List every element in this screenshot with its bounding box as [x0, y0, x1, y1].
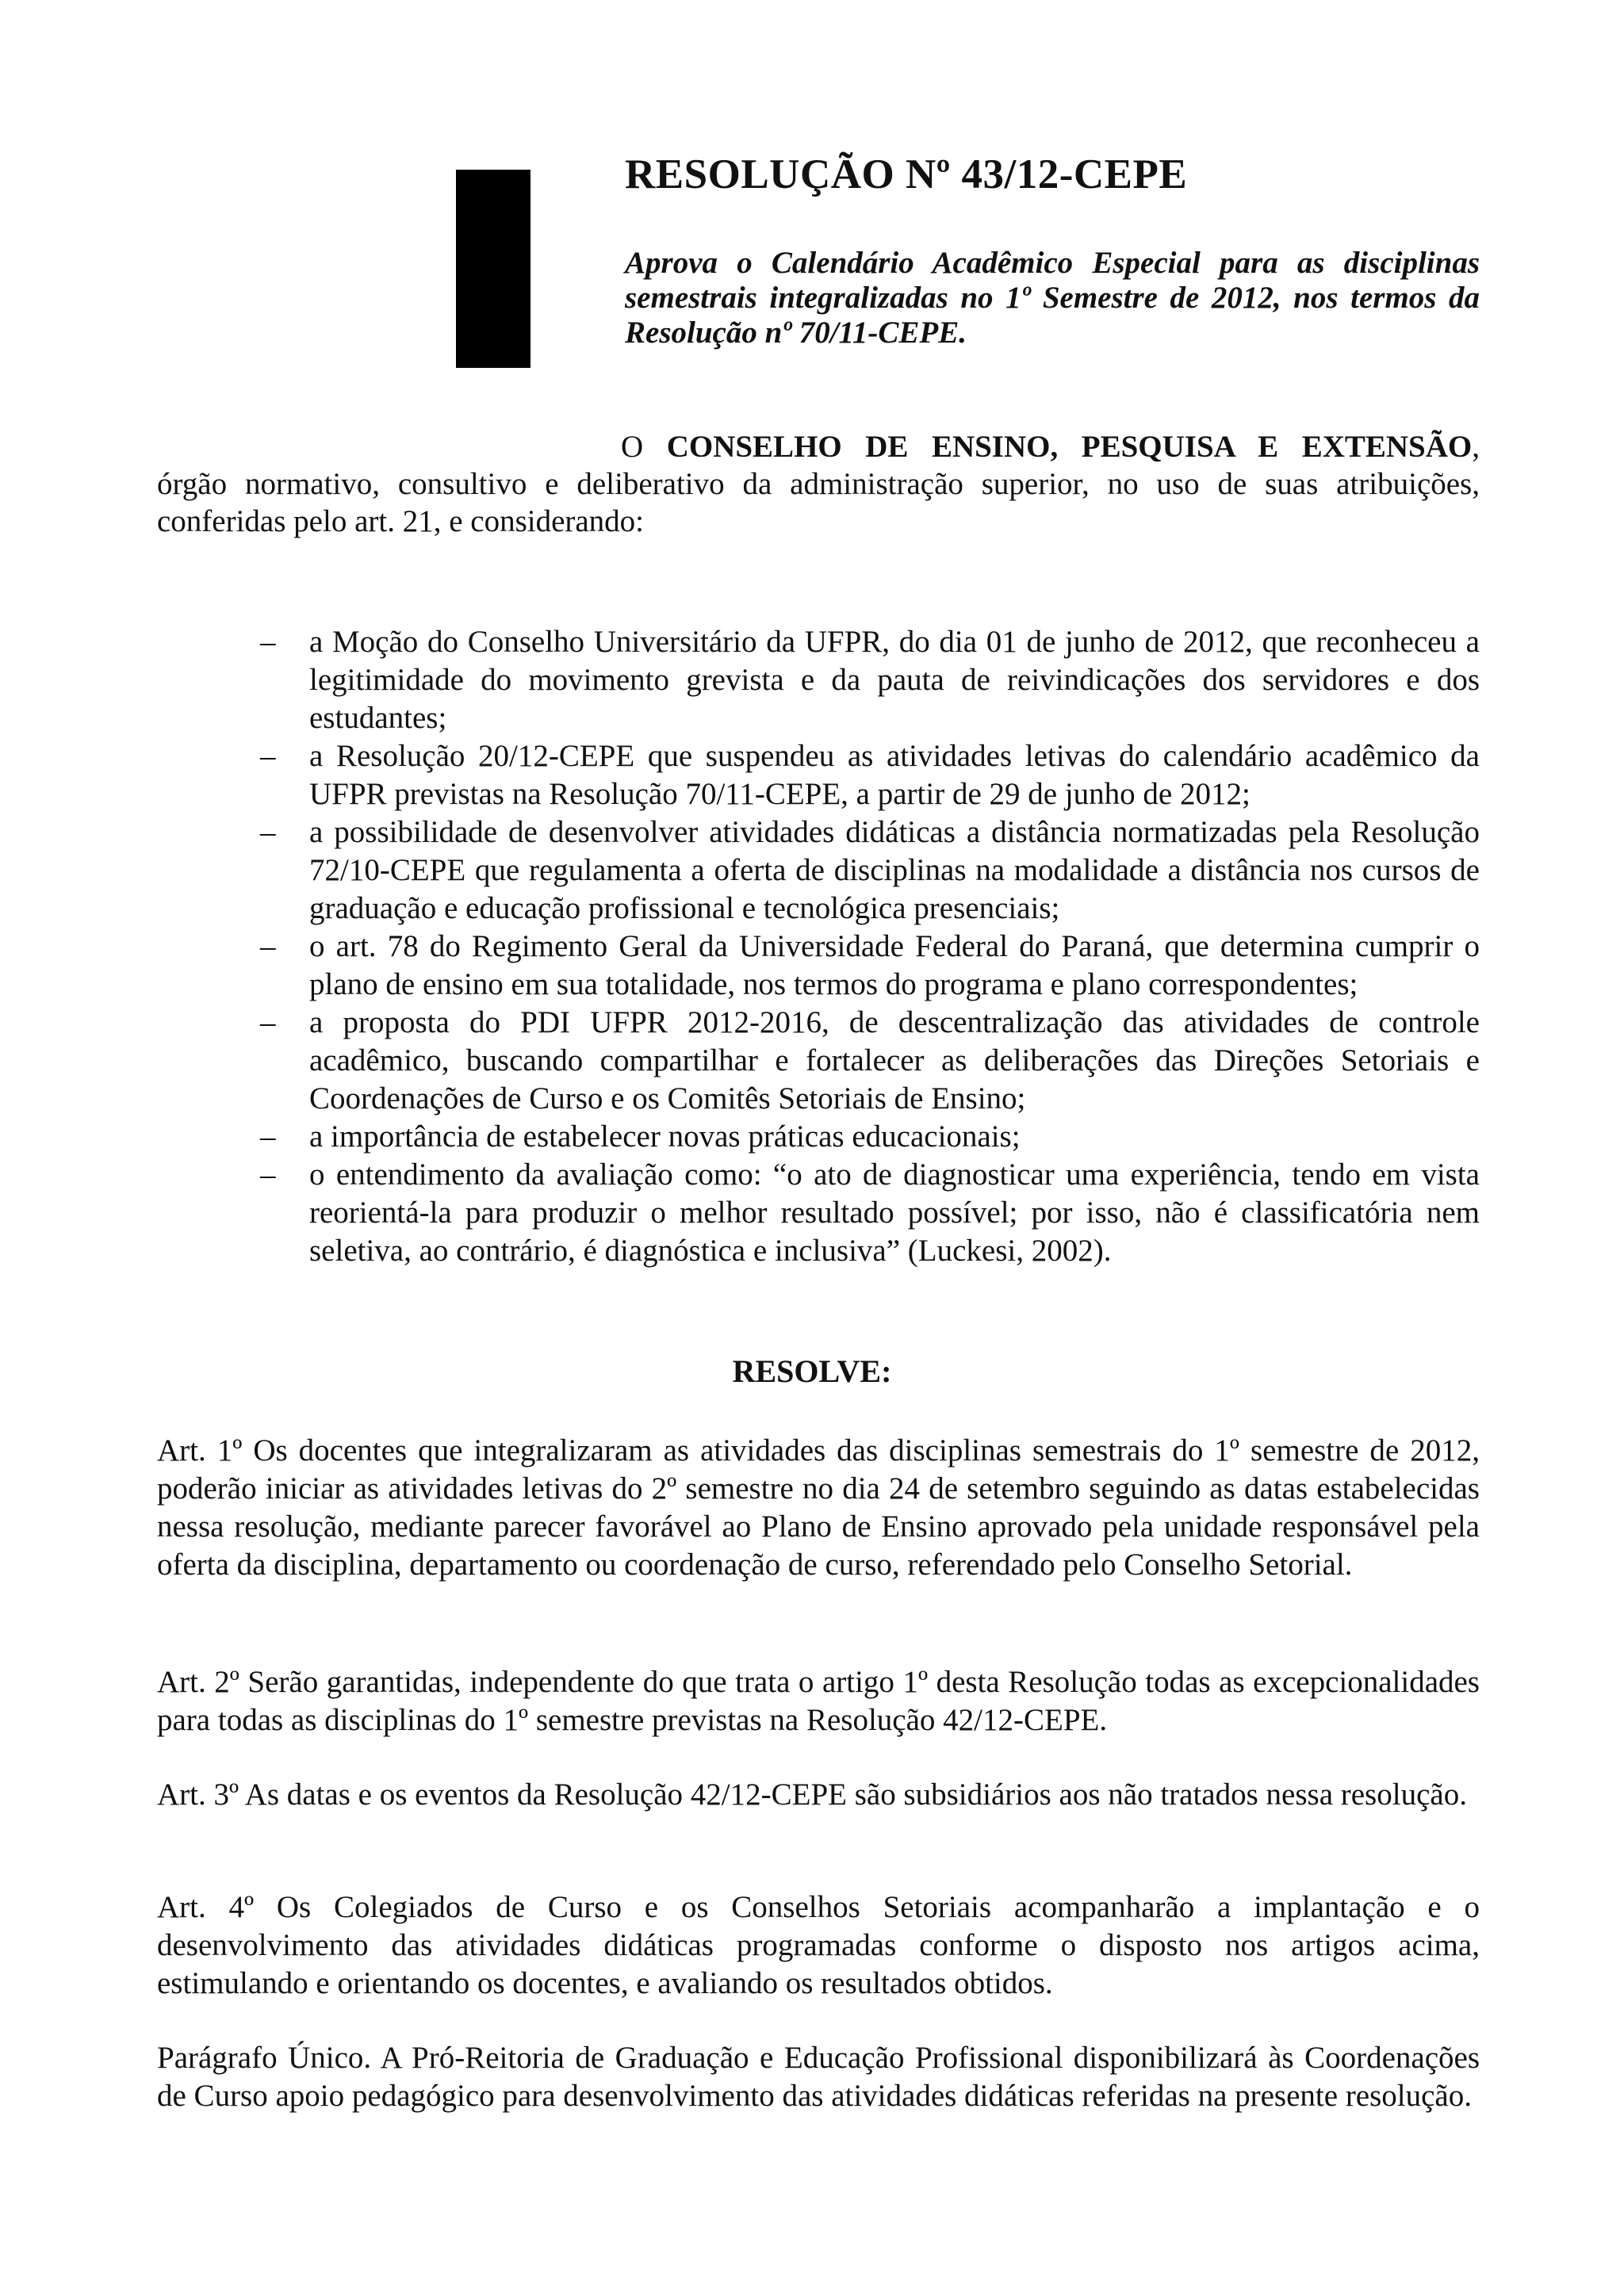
- preamble: [157, 428, 1480, 540]
- article-3: Art. 3º As datas e os eventos da Resolução 42/12-CEPE são subsidiários aos não tratados nessa resolução.: [157, 1777, 1467, 1812]
- preamble-first-line: [157, 428, 1480, 465]
- consideration-item: – a proposta do PDI UFPR 2012-2016, de descentralização das atividades de controle acadêmico, buscando compartilhar e fortalecer as deliberações das Direções Setoriais e Coordenações de Curso e os Comitês Setoriais de Ensino;: [260, 1005, 1480, 1115]
- consideration-item: – a possibilidade de desenvolver atividades didáticas a distância normatizadas pela Resolução 72/10-CEPE que regulamenta a oferta de disciplinas na modalidade a distância nos cursos de graduação e educação profissional e tecnológica presenciais;: [260, 815, 1480, 925]
- resolve-heading: RESOLVE:: [732, 1353, 892, 1389]
- dash-bullet: –: [260, 625, 276, 659]
- article-4: Art. 4º Os Colegiados de Curso e os Conselhos Setoriais acompanharão a implantação e o desenvolvimento das atividades didáticas programadas conforme o disposto nos artigos acima, estimulando e orientando os docentes, e avaliando os resultados obtidos.: [157, 1890, 1480, 2000]
- dash-bullet: –: [260, 1119, 276, 1154]
- black-bar-mark: [456, 170, 530, 368]
- consideration-item: – o art. 78 do Regimento Geral da Universidade Federal do Paraná, que determina cumprir o plano de ensino em sua totalidade, nos termos do programa e plano correspondentes;: [260, 929, 1480, 1001]
- consideration-item: – a Resolução 20/12-CEPE que suspendeu as atividades letivas do calendário acadêmico da UFPR previstas na Resolução 70/11-CEPE, a partir de 29 de junho de 2012;: [260, 739, 1480, 811]
- consideration-item: – o entendimento da avaliação como: “o ato de diagnosticar uma experiência, tendo em vista reorientá-la para produzir o melhor resultado possível; por isso, não é classificatória nem seletiva, ao contrário, é diagnóstica e inclusiva” (Luckesi, 2002).: [260, 1158, 1480, 1268]
- resolution-summary: Aprova o Calendário Acadêmico Especial para as disciplinas semestrais integralizadas no 1º Semestre de 2012, nos termos da Resolução nº 70/11-CEPE.: [625, 246, 1480, 350]
- preamble-comma: ,: [1472, 430, 1480, 464]
- article-2: Art. 2º Serão garantidas, independente do que trata o artigo 1º desta Resolução todas as excepcionalidades para todas as disciplinas do 1º semestre previstas na Resolução 42/12-CEPE.: [157, 1665, 1480, 1737]
- dash-bullet: –: [260, 1158, 276, 1192]
- resolution-title: RESOLUÇÃO Nº 43/12-CEPE: [625, 151, 1188, 197]
- dash-bullet: –: [260, 815, 276, 849]
- sole-paragraph: Parágrafo Único. A Pró-Reitoria de Graduação e Educação Profissional disponibilizará às Coordenações de Curso apoio pedagógico para desenvolvimento das atividades didáticas referidas na presente resolução.: [157, 2041, 1480, 2113]
- dash-bullet: –: [260, 739, 276, 773]
- council-name: CONSELHO DE ENSINO, PESQUISA E EXTENSÃO: [666, 430, 1473, 464]
- dash-bullet: –: [260, 929, 276, 963]
- considerations-list: [157, 623, 1480, 1270]
- article-1: Art. 1º Os docentes que integralizaram as atividades das disciplinas semestrais do 1º semestre de 2012, poderão iniciar as atividades letivas do 2º semestre no dia 24 de setembro seguindo as datas estabelecidas nessa resolução, mediante parecer favorável ao Plano de Ensino aprovado pela unidade responsável pela oferta da disciplina, departamento ou coordenação de curso, referendado pelo Conselho Setorial.: [157, 1433, 1480, 1582]
- dash-bullet: –: [260, 1005, 276, 1039]
- preamble-body: órgão normativo, consultivo e deliberativo da administração superior, no uso de suas atribuições, conferidas pelo art. 21, e considerando:: [157, 467, 1480, 538]
- consideration-item: – a importância de estabelecer novas práticas educacionais;: [157, 1118, 1480, 1156]
- consideration-item: – a Moção do Conselho Universitário da UFPR, do dia 01 de junho de 2012, que reconheceu a legitimidade do movimento grevista e da pauta de reivindicações dos servidores e dos estudantes;: [260, 625, 1480, 735]
- preamble-lead: O: [621, 430, 667, 464]
